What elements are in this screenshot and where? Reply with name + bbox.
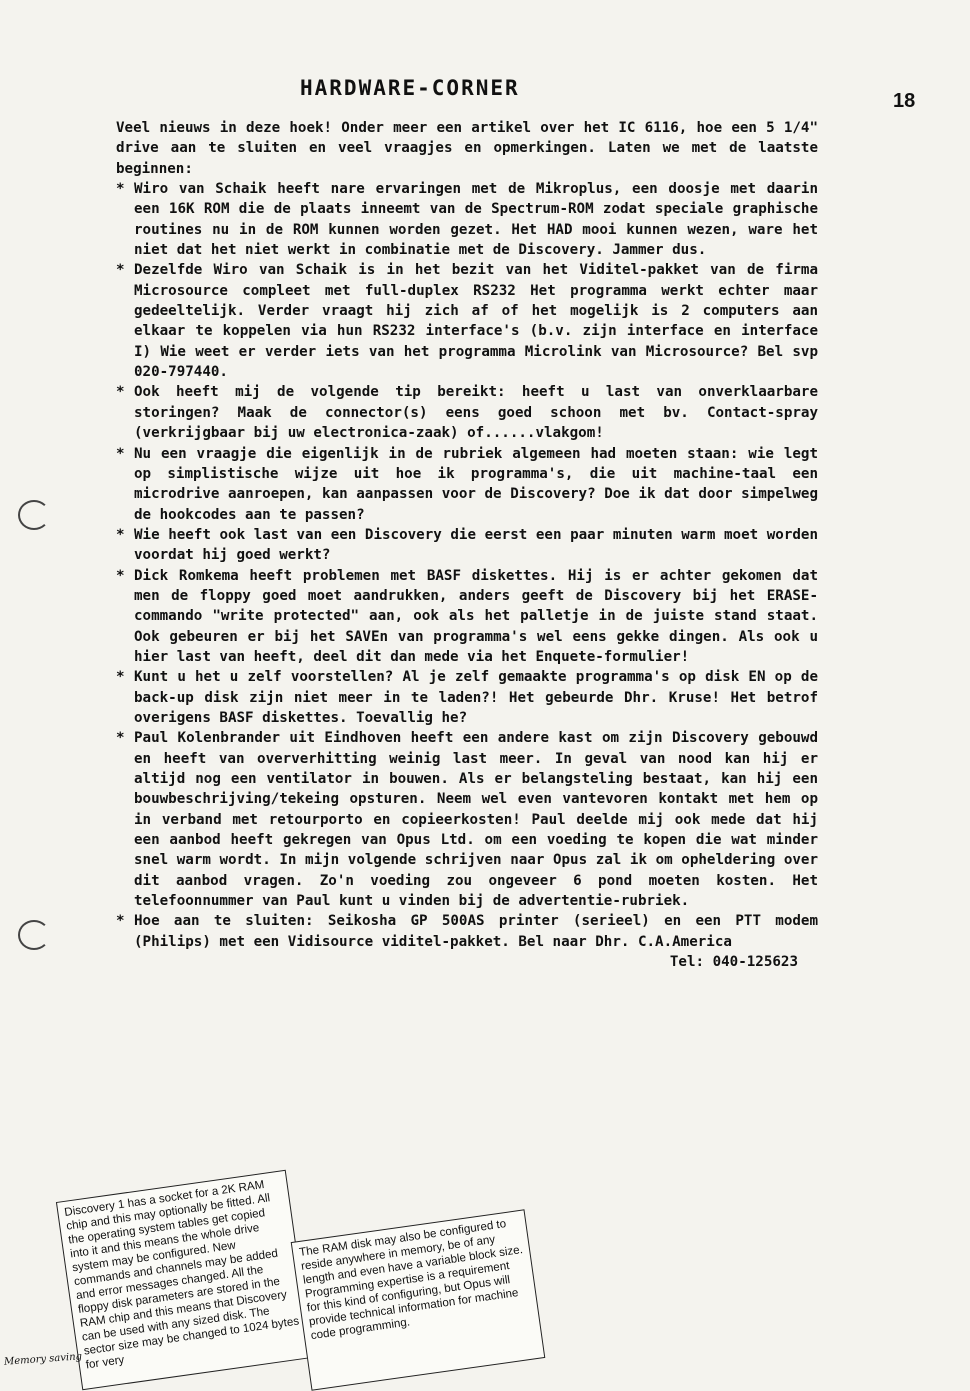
punch-hole-icon (18, 920, 50, 950)
list-item (116, 566, 818, 668)
list-item-text: Dick Romkema heeft problemen met BASF diskettes. Hij is er achter gekomen dat men de floppy goed moet aandrukken, anders geeft de Discovery bij het ERASE-commando "write protected" aan, ook als het palletje in de juiste stand staat. Ook gebeuren er bij het SAVEn van programma's wel eens gekke dingen. Als ook u hier last van heeft, deel dit dan mede via het Enquete-formulier! (134, 567, 818, 665)
list-item-text: Wie heeft ook last van een Discovery die eerst een paar minuten warm moet worden voordat hij goed werkt? (134, 526, 818, 564)
page-title: HARDWARE-CORNER (300, 76, 520, 100)
list-item-text: Nu een vraagje die eigenlijk in de rubriek algemeen had moeten staan: wie legt op simplistische wijze uit hoe ik programma's, die uit machine-taal een microdrive aanroepen, kan aanpassen voor de Discovery? Doe ik dat door simpelweg de hookcodes aan te passen? (134, 445, 818, 523)
punch-hole-icon (18, 500, 50, 530)
list-item (116, 728, 818, 911)
bullet-icon: * (116, 669, 125, 686)
phone-line: Tel: 040-125623 (669, 954, 798, 971)
clipping-ram-disk: The RAM disk may also be configured to reside anywhere in memory, be of any length and even have a variable block size. Programming expertise is a requirement for this kind of configuring, but Opus will provide technical information for machine code programming. (291, 1209, 546, 1390)
list-item (116, 525, 818, 566)
bullet-icon: * (116, 445, 125, 462)
article-body (116, 118, 818, 972)
handwritten-note: Memory saving (3, 1351, 83, 1368)
bullet-icon: * (116, 567, 125, 584)
bullet-icon: * (116, 913, 125, 930)
bullet-icon: * (116, 262, 125, 279)
list-item-text: Kunt u het u zelf voorstellen? Al je zelf gemaakte programma's op disk EN op de back-up disk zijn niet meer in te laden?! Het gebeurde Dhr. Kruse! Het betrof overigens BASF diskettes. Toevallig he? (134, 669, 818, 726)
list-item (116, 382, 818, 443)
list-item (116, 179, 818, 260)
list-item-text: Hoe aan te sluiten: Seikosha GP 500AS printer (serieel) en een PTT modem (Philips) met een Vidisource viditel-pakket. Bel naar Dhr. C.A.America (134, 913, 818, 950)
list-item (116, 911, 818, 952)
list-item (116, 260, 818, 382)
page-number: 18 (893, 90, 916, 112)
bullet-icon: * (116, 181, 125, 198)
bullet-icon: * (116, 384, 125, 401)
intro-paragraph: Veel nieuws in deze hoek! Onder meer een artikel over het IC 6116, hoe een 5 1/4" drive aan te sluiten en veel vraagjes en opmerkingen. Laten we met de laatste beginnen: (116, 120, 818, 177)
list-item-text: Dezelfde Wiro van Schaik is in het bezit van het Viditel-pakket van de firma Microsource compleet met full-duplex RS232 Het programma werkt echter maar gedeeltelijk. Verder vraagt hij zich af of het mogelijk is 2 computers aan elkaar te koppelen via hun RS232 interface's (b.v. zijn interface en interface I) Wie weet er verder iets van het programma Microlink van Microsource? Bel svp 020-797440. (134, 262, 818, 381)
clipping-discovery-ram: Discovery 1 has a socket for a 2K RAM chip and this may optionally be fitted. All the operating system tables get copied into it and this means the whole drive system may be configured. New commands and channels may be added and error messages changed. All the floppy disk parameters are stored in the RAM chip and this means that Discovery can be used with any sized disk. The sector size may be changed to 1024 bytes for very (56, 1170, 312, 1390)
list-item-text: Wiro van Schaik heeft nare ervaringen met de Mikroplus, een doosje met daarin een 16K ROM die de plaats inneemt van de Spectrum-ROM zodat speciale graphische routines nu in de ROM kunnen worden gezet. Het HAD mooi kunnen wezen, ware het niet dat het niet werkt in combinatie met de Discovery. Jammer dus. (134, 181, 818, 259)
bullet-icon: * (116, 730, 125, 747)
bullet-icon: * (116, 526, 125, 543)
list-item-text: Paul Kolenbrander uit Eindhoven heeft een andere kast om zijn Discovery gebouwd en heeft van oververhitting weinig last meer. In geval van nood kan hij er altijd nog een ventilator in bouwen. Als er belangsteling bestaat, kan hij een bouwbeschrijving/tekeing opsturen. Neem wel even vantevoren kontakt met hem op in verband met retourporto en copieerkosten! Paul deelde mij ook mede dat hij een aanbod heeft gekregen van Opus Ltd. om een voeding te kopen die wat minder snel warm wordt. In mijn volgende schrijven naar Opus zal ik om opheldering over dit aanbod vragen. Zo'n voeding zou ongeveer 6 pond moeten kosten. Het telefoonnummer van Paul kunt u vinden bij de advertentie-rubriek. (134, 730, 818, 910)
list-item-text: Ook heeft mij de volgende tip bereikt: heeft u last van onverklaarbare storingen? Maak de connector(s) eens goed schoon met bv. Contact-spray (verkrijgbaar bij uw electronica-zaak) of......vlakgom! (134, 384, 818, 442)
list-item (116, 667, 818, 728)
list-item (116, 444, 818, 525)
